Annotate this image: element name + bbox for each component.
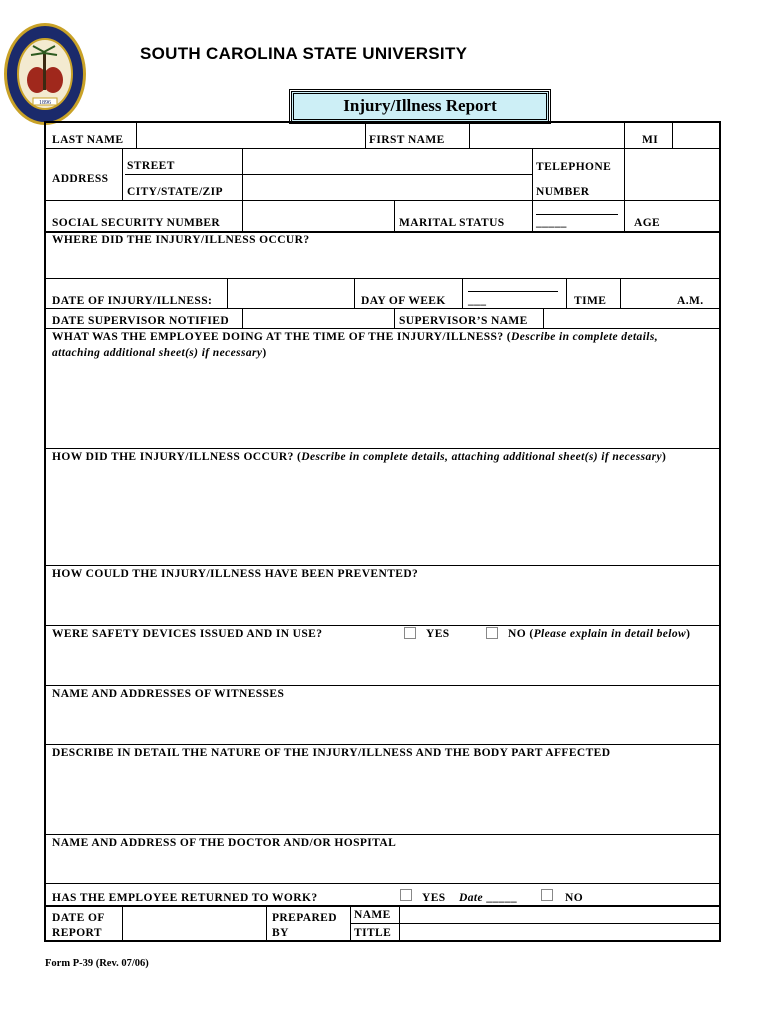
where-occur-label: WHERE DID THE INJURY/ILLNESS OCCUR?: [52, 234, 310, 246]
last-name-label: LAST NAME: [52, 134, 124, 146]
address-label: ADDRESS: [52, 173, 109, 185]
form-revision-id: Form P-39 (Rev. 07/06): [45, 958, 149, 969]
nature-of-injury-label: DESCRIBE IN DETAIL THE NATURE OF THE INJURY/ILLNESS AND THE BODY PART AFFECTED: [52, 747, 611, 759]
safety-devices-question: WERE SAFETY DEVICES ISSUED AND IN USE?: [52, 628, 323, 640]
ssn-label: SOCIAL SECURITY NUMBER: [52, 217, 221, 229]
witnesses-label: NAME AND ADDRESSES OF WITNESSES: [52, 688, 285, 700]
returned-yes-label: YES: [422, 892, 446, 904]
city-state-zip-label: CITY/STATE/ZIP: [127, 186, 223, 198]
employee-doing-question: WHAT WAS THE EMPLOYEE DOING AT THE TIME OF THE INJURY/ILLNESS? (Describe in complete details,: [52, 331, 659, 343]
supervisor-name-label: SUPERVISOR’S NAME: [399, 315, 528, 327]
marital-status-label: MARITAL STATUS: [399, 217, 505, 229]
date-supervisor-notified-label: DATE SUPERVISOR NOTIFIED: [52, 315, 230, 327]
safety-no-label: NO (Please explain in detail below): [508, 628, 691, 640]
telephone-label: TELEPHONE: [536, 161, 612, 173]
date-of-report-label-1: DATE OF: [52, 912, 105, 924]
safety-yes-checkbox[interactable]: [404, 627, 416, 639]
preparer-name-label: NAME: [354, 909, 391, 921]
svg-text:1896: 1896: [39, 100, 51, 106]
returned-no-checkbox[interactable]: [541, 889, 553, 901]
safety-yes-label: YES: [426, 628, 450, 640]
telephone-number-label: NUMBER: [536, 186, 590, 198]
am-label: A.M.: [677, 295, 704, 307]
date-of-injury-label: DATE OF INJURY/ILLNESS:: [52, 295, 213, 307]
doctor-hospital-label: NAME AND ADDRESS OF THE DOCTOR AND/OR HOSPITAL: [52, 837, 397, 849]
prevented-question: HOW COULD THE INJURY/ILLNESS HAVE BEEN PREVENTED?: [52, 568, 419, 580]
safety-no-checkbox[interactable]: [486, 627, 498, 639]
how-occur-question: HOW DID THE INJURY/ILLNESS OCCUR? (Describe in complete details, attaching additional sheet(s) if necessary): [52, 451, 667, 463]
injury-report-form: [44, 121, 721, 942]
university-name: SOUTH CAROLINA STATE UNIVERSITY: [140, 44, 468, 63]
age-label: AGE: [634, 217, 661, 229]
street-label: STREET: [127, 160, 175, 172]
date-of-report-label-2: REPORT: [52, 927, 102, 939]
returned-no-label: NO: [565, 892, 584, 904]
day-of-week-blank: ___: [468, 295, 487, 307]
preparer-title-label: TITLE: [354, 927, 392, 939]
employee-doing-note: attaching additional sheet(s) if necessary): [52, 347, 267, 359]
university-seal-logo: [3, 22, 87, 126]
report-title: Injury/Illness Report: [291, 91, 549, 122]
middle-initial-label: MI: [642, 134, 659, 146]
day-of-week-label: DAY OF WEEK: [361, 295, 446, 307]
returned-to-work-question: HAS THE EMPLOYEE RETURNED TO WORK?: [52, 892, 318, 904]
return-date-label: Date _____: [459, 892, 517, 904]
returned-yes-checkbox[interactable]: [400, 889, 412, 901]
prepared-by-label-1: PREPARED: [272, 912, 337, 924]
first-name-label: FIRST NAME: [369, 134, 445, 146]
time-label: TIME: [574, 295, 607, 307]
prepared-by-label-2: BY: [272, 927, 289, 939]
marital-status-blank: _____: [536, 217, 567, 229]
